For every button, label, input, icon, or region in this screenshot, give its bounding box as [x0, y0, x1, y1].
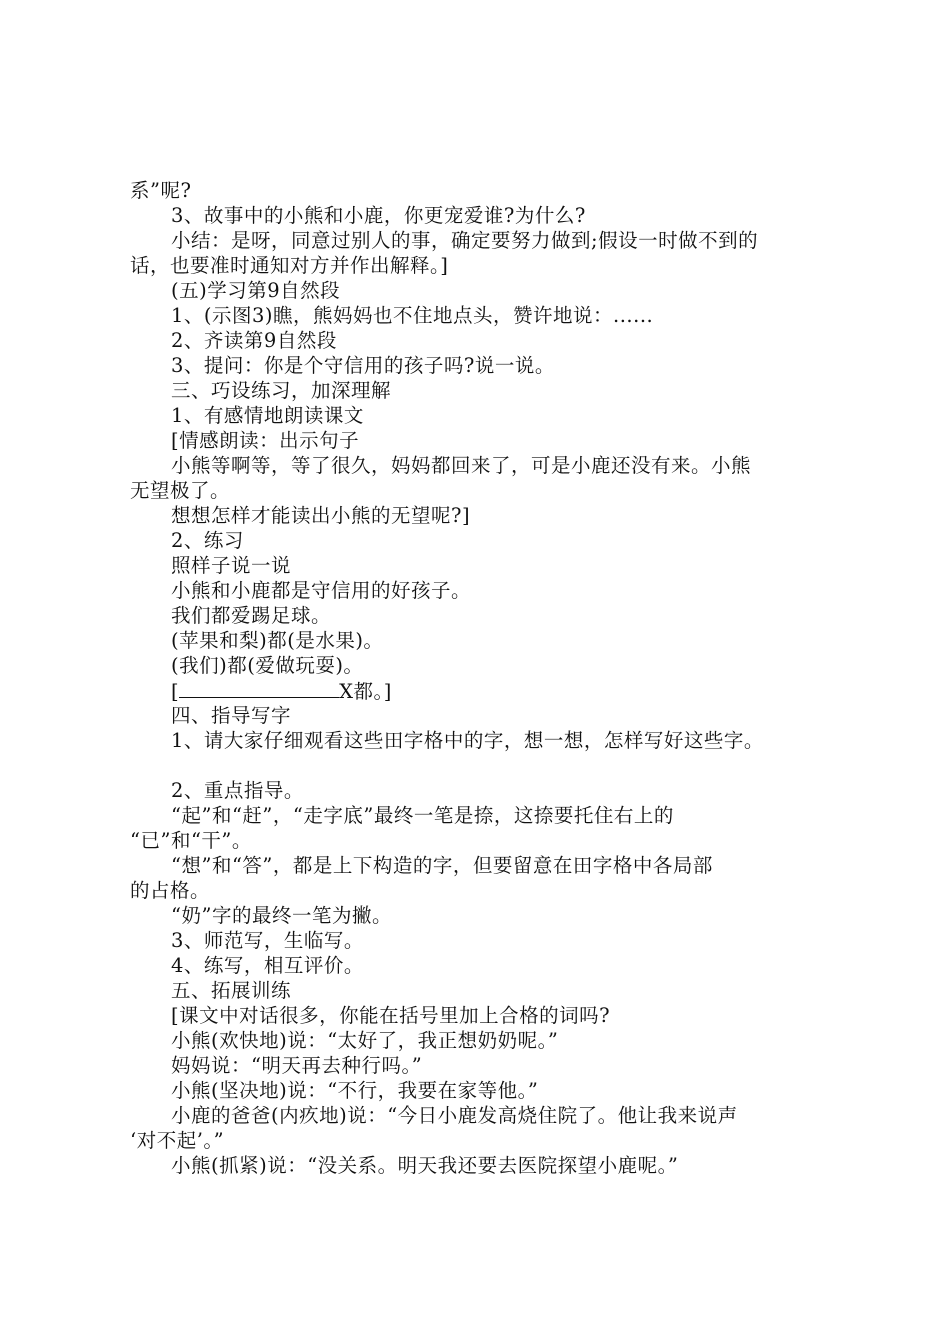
text-line: 小熊(坚决地)说：“不行，我要在家等他。”: [171, 1079, 539, 1102]
text-line: 小熊和小鹿都是守信用的好孩子。: [171, 579, 472, 602]
document-body: [130, 178, 835, 1178]
text-line: 1、有感情地朗读课文: [171, 404, 364, 427]
text-line: 小熊等啊等，等了很久，妈妈都回来了，可是小鹿还没有来。小熊: [171, 454, 752, 477]
text-line: 2、重点指导。: [171, 779, 304, 802]
text-line: [课文中对话很多，你能在括号里加上合格的词吗?: [171, 1004, 611, 1027]
text-line: 小鹿的爸爸(内疚地)说：“今日小鹿发高烧住院了。他让我来说声: [171, 1104, 738, 1127]
text-line: 3、提问：你是个守信用的孩子吗?说一说。: [171, 354, 555, 377]
text-line: 小熊(抓紧)说：“没关系。明天我还要去医院探望小鹿呢。”: [171, 1154, 679, 1177]
text-line: 的占格。: [130, 879, 211, 902]
text-line: (苹果和梨)都(是水果)。: [171, 629, 384, 652]
blank-underline: [179, 678, 339, 698]
text-line: 妈妈说：“明天再去种行吗。”: [171, 1054, 423, 1077]
text-line: “想”和“答”，都是上下构造的字，但要留意在田字格中各局部: [171, 854, 713, 877]
text-line: 照样子说一说: [171, 554, 292, 577]
text-line: “起”和“赶”，“走字底”最终一笔是捺，这捺要托住右上的: [171, 804, 674, 827]
text-line: 1、请大家仔细观看这些田字格中的字，想一想，怎样写好这些字。: [171, 729, 764, 752]
text-line: 4、练写，相互评价。: [171, 954, 364, 977]
section-heading: 四、指导写字: [171, 704, 292, 727]
text-line: 我们都爱踢足球。: [171, 604, 332, 627]
text-line: 无望极了。: [130, 479, 231, 502]
text-line: 想想怎样才能读出小熊的无望呢?]: [171, 504, 471, 527]
section-heading: 三、巧设练习，加深理解: [171, 379, 392, 402]
text-line: 1、(示图3)瞧，熊妈妈也不住地点头，赞许地说：......: [171, 304, 654, 327]
text-line: “已”和“干”。: [130, 829, 252, 852]
text-line: 3、故事中的小熊和小鹿，你更宠爱谁?为什么?: [171, 204, 586, 227]
text-line: (我们)都(爱做玩耍)。: [171, 654, 364, 677]
section-heading: 五、拓展训练: [171, 979, 292, 1002]
section-heading: (五)学习第9自然段: [171, 279, 341, 302]
text-line: 2、齐读第9自然段: [171, 329, 337, 352]
text-line: 小结：是呀，同意过别人的事，确定要努力做到;假设一时做不到的: [171, 229, 759, 252]
text-line: [情感朗读：出示句子: [171, 429, 360, 452]
text-line: 系”呢?: [130, 179, 192, 202]
text-line: 话，也要准时通知对方并作出解释。]: [130, 254, 449, 277]
text-line: ‘对不起’。”: [130, 1129, 225, 1152]
fill-blank-line: [130, 678, 835, 703]
text-line: 3、师范写，生临写。: [171, 929, 364, 952]
blank-line: [130, 753, 835, 778]
text-line: 2、练习: [171, 529, 244, 552]
bracket-open: [: [171, 680, 180, 703]
fill-blank-text: X都。]: [339, 680, 392, 703]
text-line: “奶”字的最终一笔为撇。: [171, 904, 392, 927]
text-line: 小熊(欢快地)说：“太好了，我正想奶奶呢。”: [171, 1029, 559, 1052]
